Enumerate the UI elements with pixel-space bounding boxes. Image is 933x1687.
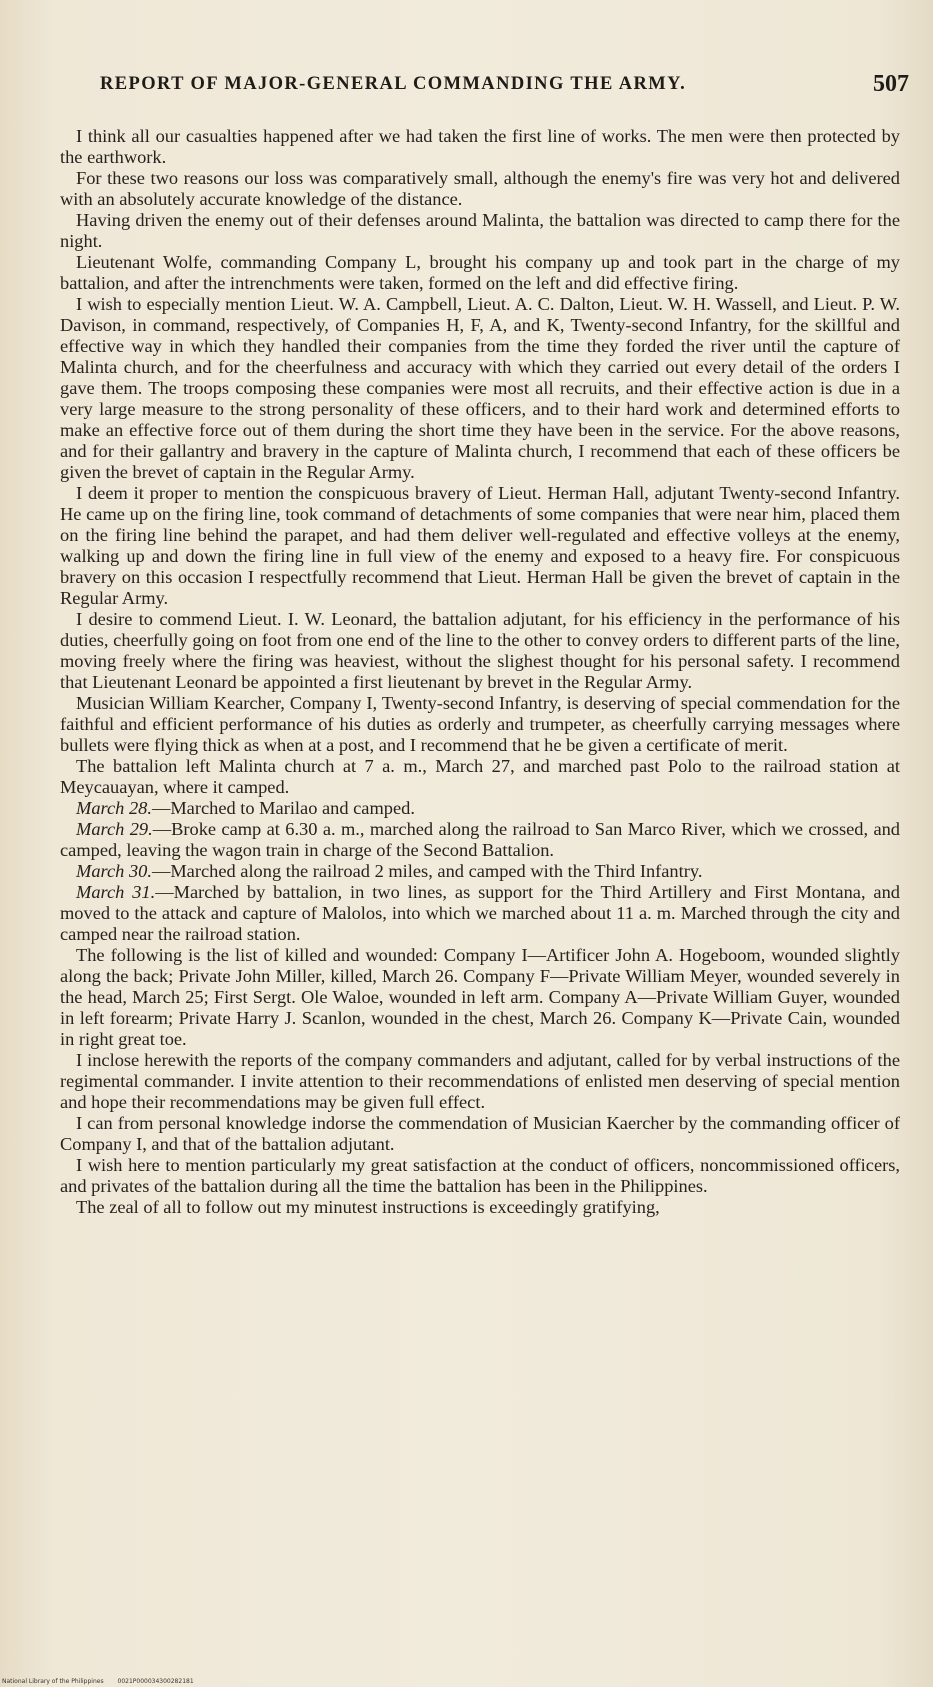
entry-date: March 31. — [76, 882, 156, 902]
paragraph: I can from personal knowledge indorse the commendation of Musician Kaercher by the commanding officer of Company I, and that of the battalion adjutant. — [60, 1113, 900, 1154]
running-title: REPORT OF MAJOR-GENERAL COMMANDING THE ARMY. — [100, 74, 687, 94]
dated-entry — [60, 798, 900, 819]
paragraph: I think all our casualties happened after we had taken the first line of works. The men were then protected by the earthwork. — [60, 126, 900, 167]
scan-id: 0021P000034300282181 — [117, 1678, 194, 1685]
page-number: 507 — [873, 71, 909, 97]
dated-entry — [60, 861, 900, 882]
paragraph: Having driven the enemy out of their defenses around Malinta, the battalion was directed to camp there for the night. — [60, 210, 900, 251]
entry-text: —Marched by battalion, in two lines, as support for the Third Artillery and First Montana, and moved to the attack and capture of Malolos, into which we marched about 11 a. m. Marched through the city and camped near the railroad station. — [60, 882, 900, 944]
report-body — [60, 126, 900, 1218]
running-head — [100, 71, 909, 101]
paragraph: Lieutenant Wolfe, commanding Company L, brought his company up and took part in the charge of my battalion, and after the intrenchments were taken, formed on the left and did effective firing. — [60, 252, 900, 293]
paragraph: I wish to especially mention Lieut. W. A. Campbell, Lieut. A. C. Dalton, Lieut. W. H. Wassell, and Lieut. P. W. Davison, in command, respectively, of Companies H, F, A, and K, Twenty-second Infantry, for the skillful and effective way in which they handled their companies from the time they forded the river until the capture of Malinta church, and for the cheerfulness and accuracy with which they carried out every detail of the orders I gave them. The troops composing these companies were most all recruits, and their effective action is due in a very large measure to the strong personality of these officers, and to their hard work and determined efforts to make an effective force out of them during the short time they have been in the service. For the above reasons, and for their gallantry and bravery in the capture of Malinta church, I recommend that each of these officers be given the brevet of captain in the Regular Army. — [60, 294, 900, 482]
entry-date: March 28. — [76, 798, 152, 818]
paragraph: For these two reasons our loss was comparatively small, although the enemy's fire was very hot and delivered with an absolutely accurate knowledge of the distance. — [60, 168, 900, 209]
entry-date: March 29. — [76, 819, 153, 839]
entry-date: March 30. — [76, 861, 152, 881]
paragraph: The zeal of all to follow out my minutest instructions is exceedingly gratifying, — [76, 1197, 660, 1217]
entry-text: —Marched along the railroad 2 miles, and camped with the Third Infantry. — [151, 861, 703, 881]
dated-entry — [60, 882, 900, 945]
entry-text: —Marched to Marilao and camped. — [151, 798, 415, 818]
dated-entry — [60, 819, 900, 861]
paragraph: I inclose herewith the reports of the company commanders and adjutant, called for by verbal instructions of the regimental commander. I invite attention to their recommendations of enlisted men deserving of special mention and hope their recommendations may be given full effect. — [60, 1050, 900, 1112]
paragraph: The battalion left Malinta church at 7 a. m., March 27, and marched past Polo to the railroad station at Meycauayan, where it camped. — [60, 756, 900, 797]
paragraph: I wish here to mention particularly my great satisfaction at the conduct of officers, noncommissioned officers, and privates of the battalion during all the time the battalion has been in the Philippines. — [60, 1155, 900, 1196]
paragraph: Musician William Kearcher, Company I, Twenty-second Infantry, is deserving of special commendation for the faithful and efficient performance of his duties as orderly and trumpeter, as cheerfully carrying messages where bullets were flying thick as when at a post, and I recommend that he be given a certificate of merit. — [60, 693, 900, 755]
paragraph: The following is the list of killed and wounded: Company I—Artificer John A. Hogeboom, wounded slightly along the back; Private John Miller, killed, March 26. Company F—Private William Meyer, wounded severely in the head, March 25; First Sergt. Ole Waloe, wounded in left arm. Company A—Private William Guyer, wounded in left forearm; Private Harry J. Scanlon, wounded in the chest, March 26. Company K—Private Cain, wounded in right great toe. — [60, 945, 900, 1049]
paragraph: I desire to commend Lieut. I. W. Leonard, the battalion adjutant, for his efficiency in the performance of his duties, cheerfully going on foot from one end of the line to the other to convey orders to different parts of the line, moving freely where the firing was heaviest, without the slighest thought for his personal safety. I recommend that Lieutenant Leonard be appointed a first lieutenant by brevet in the Regular Army. — [60, 609, 900, 692]
entry-text: —Broke camp at 6.30 a. m., marched along the railroad to San Marco River, which we crossed, and camped, leaving the wagon train in charge of the Second Battalion. — [60, 819, 901, 860]
scan-footer — [2, 1678, 194, 1685]
paragraph: I deem it proper to mention the conspicuous bravery of Lieut. Herman Hall, adjutant Twenty-second Infantry. He came up on the firing line, took command of detachments of some companies that were near him, placed them on the firing line behind the parapet, and had them deliver well-regulated and effective volleys at the enemy, walking up and down the firing line in full view of the enemy and exposed to a heavy fire. For conspicuous bravery on this occasion I respectfully recommend that Lieut. Herman Hall be given the brevet of captain in the Regular Army. — [60, 483, 900, 608]
library-name: National Library of the Philippines — [2, 1678, 104, 1685]
